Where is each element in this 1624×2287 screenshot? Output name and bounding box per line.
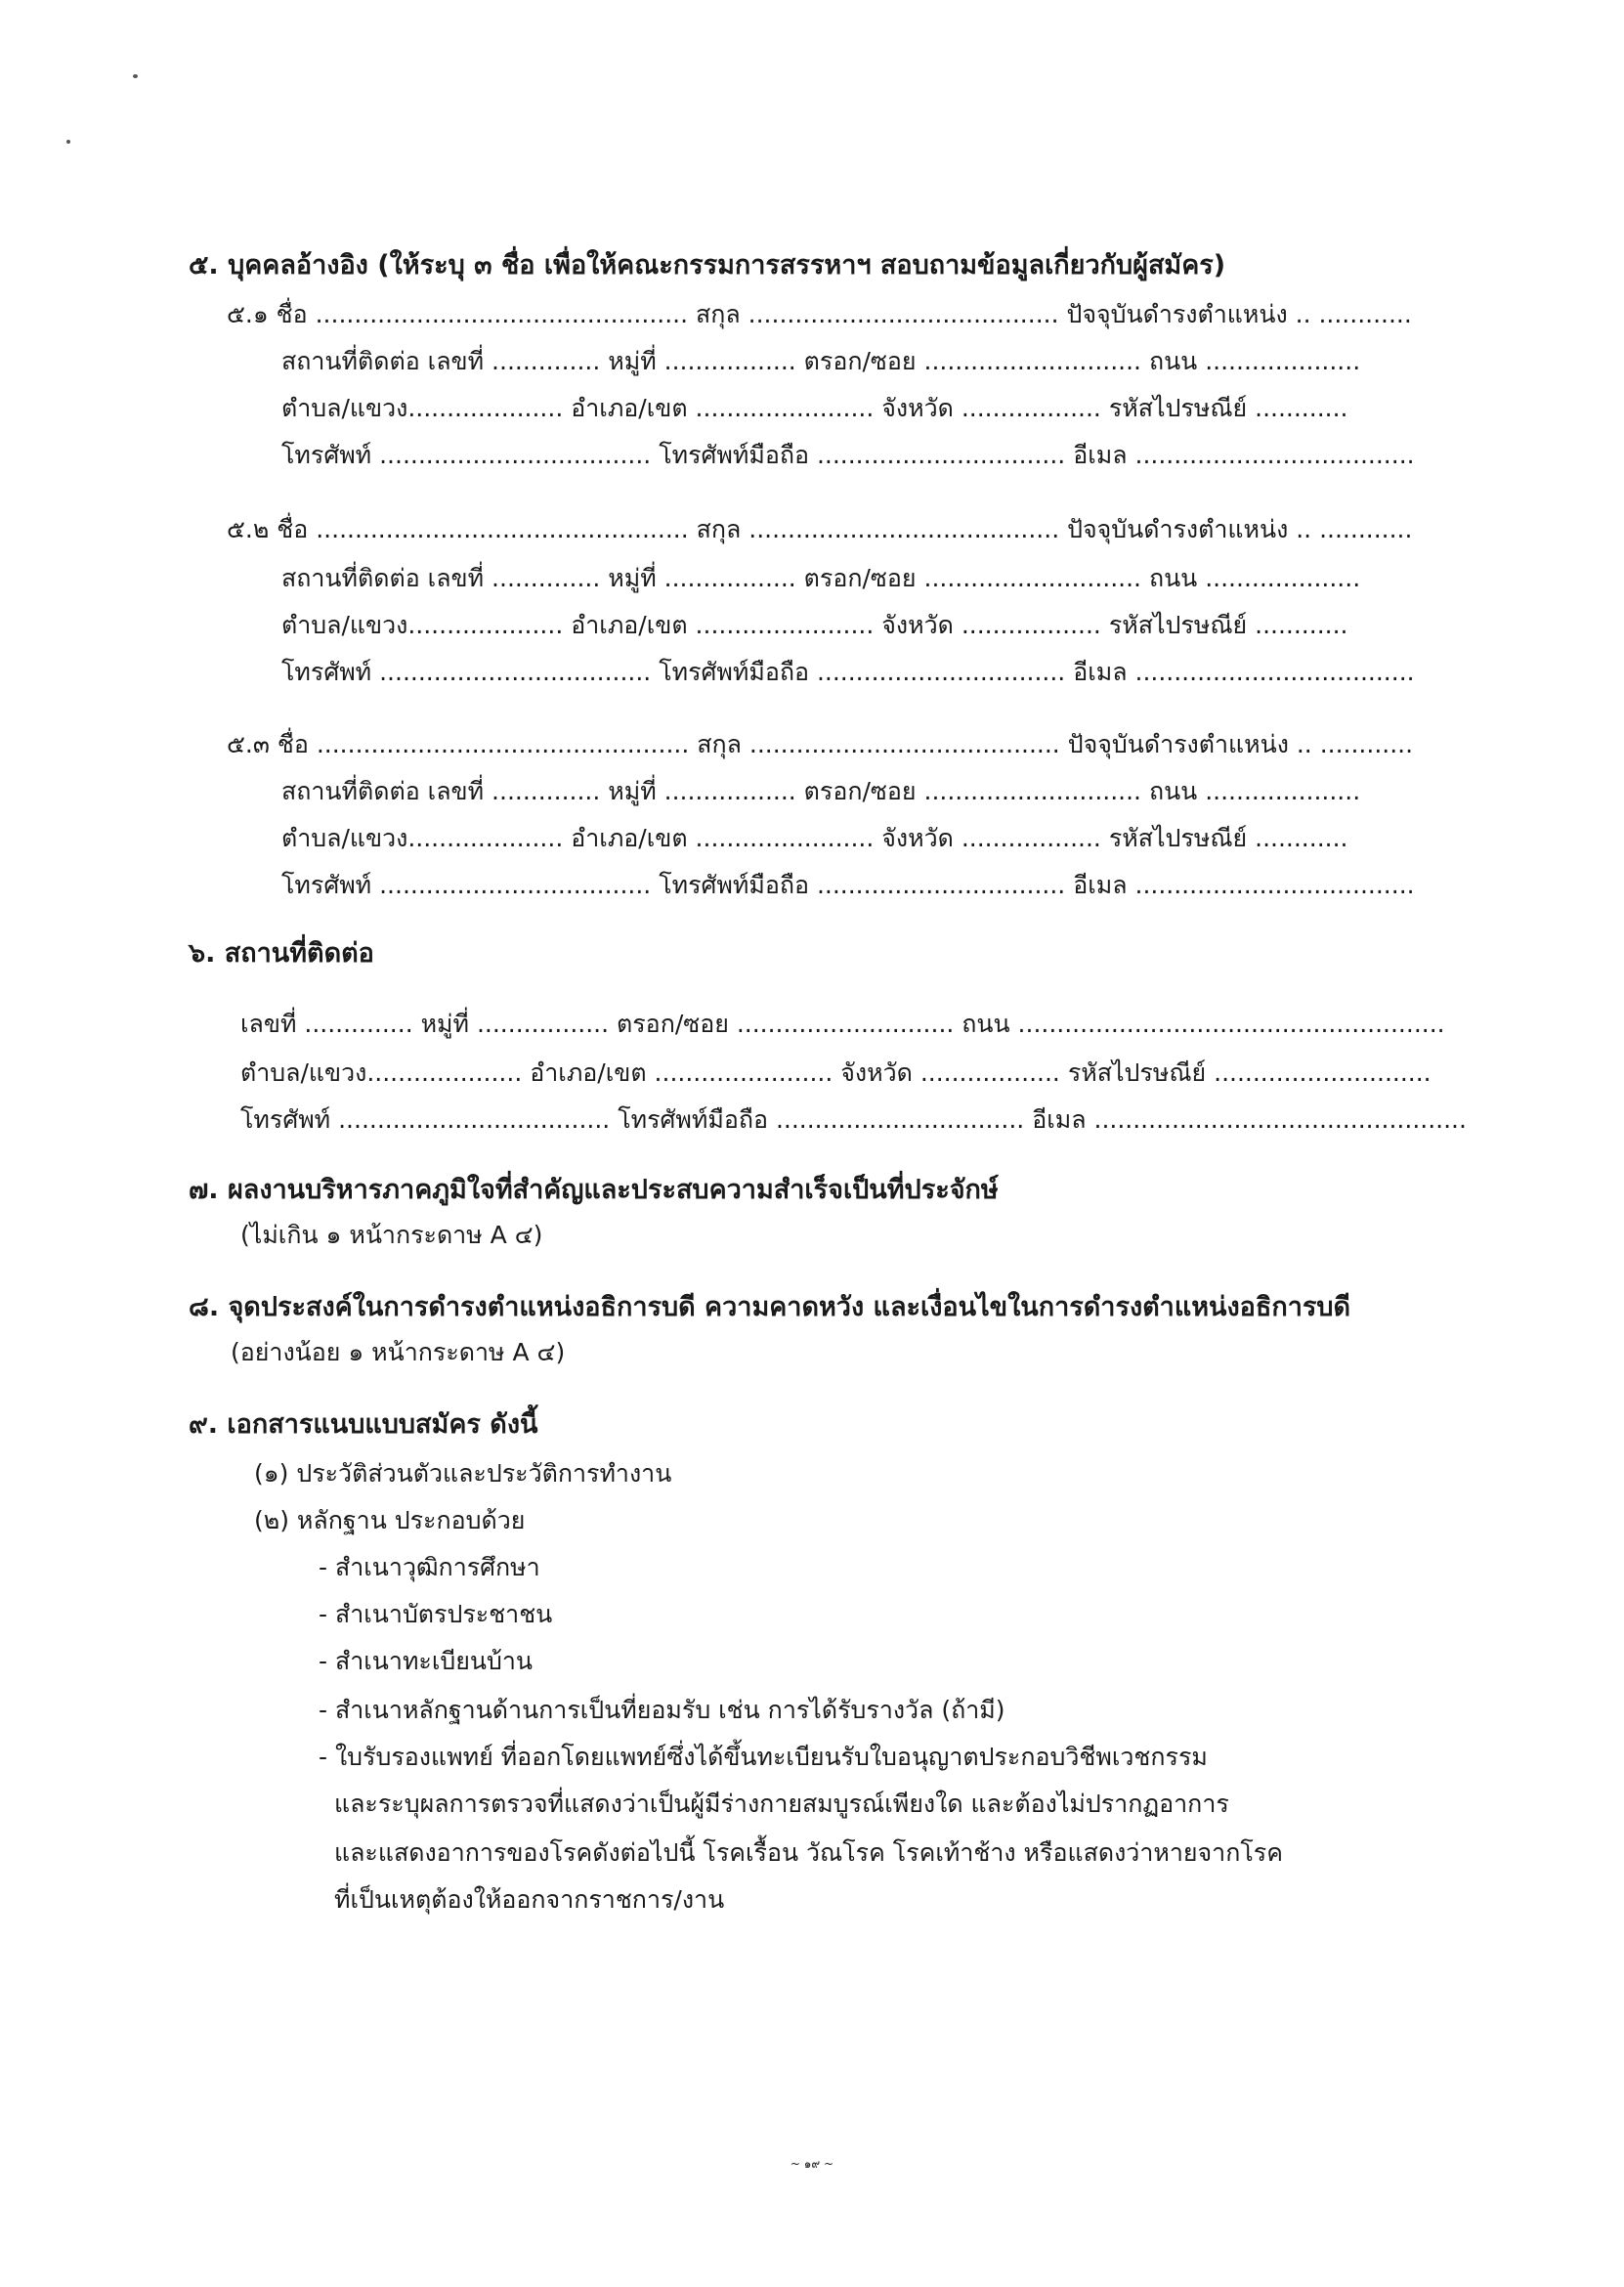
ref-3-name-line: ๕.๓ ชื่อ ................................................ สกุล ........................................ ปัจจุบันดำรงตำแหน่ง .. ............ xyxy=(227,730,1414,758)
attachment-bullet-continuation: และแสดงอาการของโรคดังต่อไปนี้ โรคเรื้อน วัณโรค โรคเท้าช้าง หรือแสดงว่าหายจากโรค xyxy=(334,1838,1283,1867)
attachment-bullet: - สำเนาทะเบียนบ้าน xyxy=(319,1647,533,1675)
contact-district-line: ตำบล/แขวง.................... อำเภอ/เขต ....................... จังหวัด .................. รหัสไปรษณีย์ ............................ xyxy=(240,1058,1432,1087)
ref-3-district-line: ตำบล/แขวง.................... อำเภอ/เขต ....................... จังหวัด .................. รหัสไปรษณีย์ ............ xyxy=(281,824,1348,852)
ref-3-address-line: สถานที่ติดต่อ เลขที่ .............. หมู่ที่ ................. ตรอก/ซอย ............................ ถนน .................... xyxy=(281,777,1361,805)
section-8-note: (อย่างน้อย ๑ หน้ากระดาษ A ๔) xyxy=(231,1338,566,1366)
ref-2-address-line: สถานที่ติดต่อ เลขที่ .............. หมู่ที่ ................. ตรอก/ซอย ............................ ถนน .................... xyxy=(281,564,1361,592)
attachment-bullet: - สำเนาหลักฐานด้านการเป็นที่ยอมรับ เช่น การได้รับรางวัล (ถ้ามี) xyxy=(319,1696,1005,1724)
ref-1-address-line: สถานที่ติดต่อ เลขที่ .............. หมู่ที่ ................. ตรอก/ซอย ............................ ถนน .................... xyxy=(281,347,1361,375)
scan-speck xyxy=(133,74,138,78)
ref-1-district-line: ตำบล/แขวง.................... อำเภอ/เขต ....................... จังหวัด .................. รหัสไปรษณีย์ ............ xyxy=(281,394,1348,422)
contact-phone-line: โทรศัพท์ ................................... โทรศัพท์มือถือ ................................ อีเมล ................................................ xyxy=(240,1105,1467,1134)
scan-speck xyxy=(66,140,70,144)
attachment-bullet-continuation: และระบุผลการตรวจที่แสดงว่าเป็นผู้มีร่างกายสมบูรณ์เพียงใด และต้องไม่ปรากฏอาการ xyxy=(334,1790,1229,1818)
ref-3-contact-line: โทรศัพท์ ................................... โทรศัพท์มือถือ ................................ อีเมล .................................... xyxy=(281,871,1415,899)
ref-1-name-line: ๕.๑ ชื่อ ................................................ สกุล ........................................ ปัจจุบันดำรงตำแหน่ง .. ............ xyxy=(227,300,1412,328)
attachment-bullet: - สำเนาบัตรประชาชน xyxy=(319,1600,553,1628)
ref-2-district-line: ตำบล/แขวง.................... อำเภอ/เขต ....................... จังหวัด .................. รหัสไปรษณีย์ ............ xyxy=(281,611,1348,639)
section-7-heading: ๗. ผลงานบริหารภาคภูมิใจที่สำคัญและประสบความสำเร็จเป็นที่ประจักษ์ xyxy=(189,1175,999,1205)
attachment-bullet: - ใบรับรองแพทย์ ที่ออกโดยแพทย์ซึ่งได้ขึ้นทะเบียนรับใบอนุญาตประกอบวิชีพเวชกรรม xyxy=(319,1743,1208,1771)
attachment-bullet: - สำเนาวุฒิการศึกษา xyxy=(319,1553,540,1581)
section-5-heading: ๕. บุคคลอ้างอิง (ให้ระบุ ๓ ชื่อ เพื่อให้คณะกรรมการสรรหาฯ สอบถามข้อมูลเกี่ยวกับผู้สมัคร) xyxy=(189,250,1226,280)
attachment-item-1: (๑) ประวัติส่วนตัวและประวัติการทำงาน xyxy=(254,1459,672,1488)
section-7-note: (ไม่เกิน ๑ หน้ากระดาษ A ๔) xyxy=(240,1221,543,1249)
ref-2-contact-line: โทรศัพท์ ................................... โทรศัพท์มือถือ ................................ อีเมล .................................... xyxy=(281,658,1415,686)
page-number: ~ ๑๙ ~ xyxy=(790,2157,834,2171)
section-9-heading: ๙. เอกสารแนบแบบสมัคร ดังนี้ xyxy=(189,1409,538,1440)
attachment-item-2: (๒) หลักฐาน ประกอบด้วย xyxy=(254,1506,526,1534)
attachment-bullet-continuation: ที่เป็นเหตุต้องให้ออกจากราชการ/งาน xyxy=(334,1885,725,1914)
ref-2-name-line: ๕.๒ ชื่อ ................................................ สกุล ........................................ ปัจจุบันดำรงตำแหน่ง .. ............ xyxy=(227,515,1413,543)
contact-address-line: เลขที่ .............. หมู่ที่ ................. ตรอก/ซอย ............................ ถนน ....................................................... xyxy=(240,1010,1445,1038)
section-6-heading: ๖. สถานที่ติดต่อ xyxy=(189,938,374,969)
section-8-heading: ๘. จุดประสงค์ในการดำรงตำแหน่งอธิการบดี ความคาดหวัง และเงื่อนไขในการดำรงตำแหน่งอธิการบดี xyxy=(189,1292,1351,1322)
ref-1-contact-line: โทรศัพท์ ................................... โทรศัพท์มือถือ ................................ อีเมล .................................... xyxy=(281,441,1415,469)
